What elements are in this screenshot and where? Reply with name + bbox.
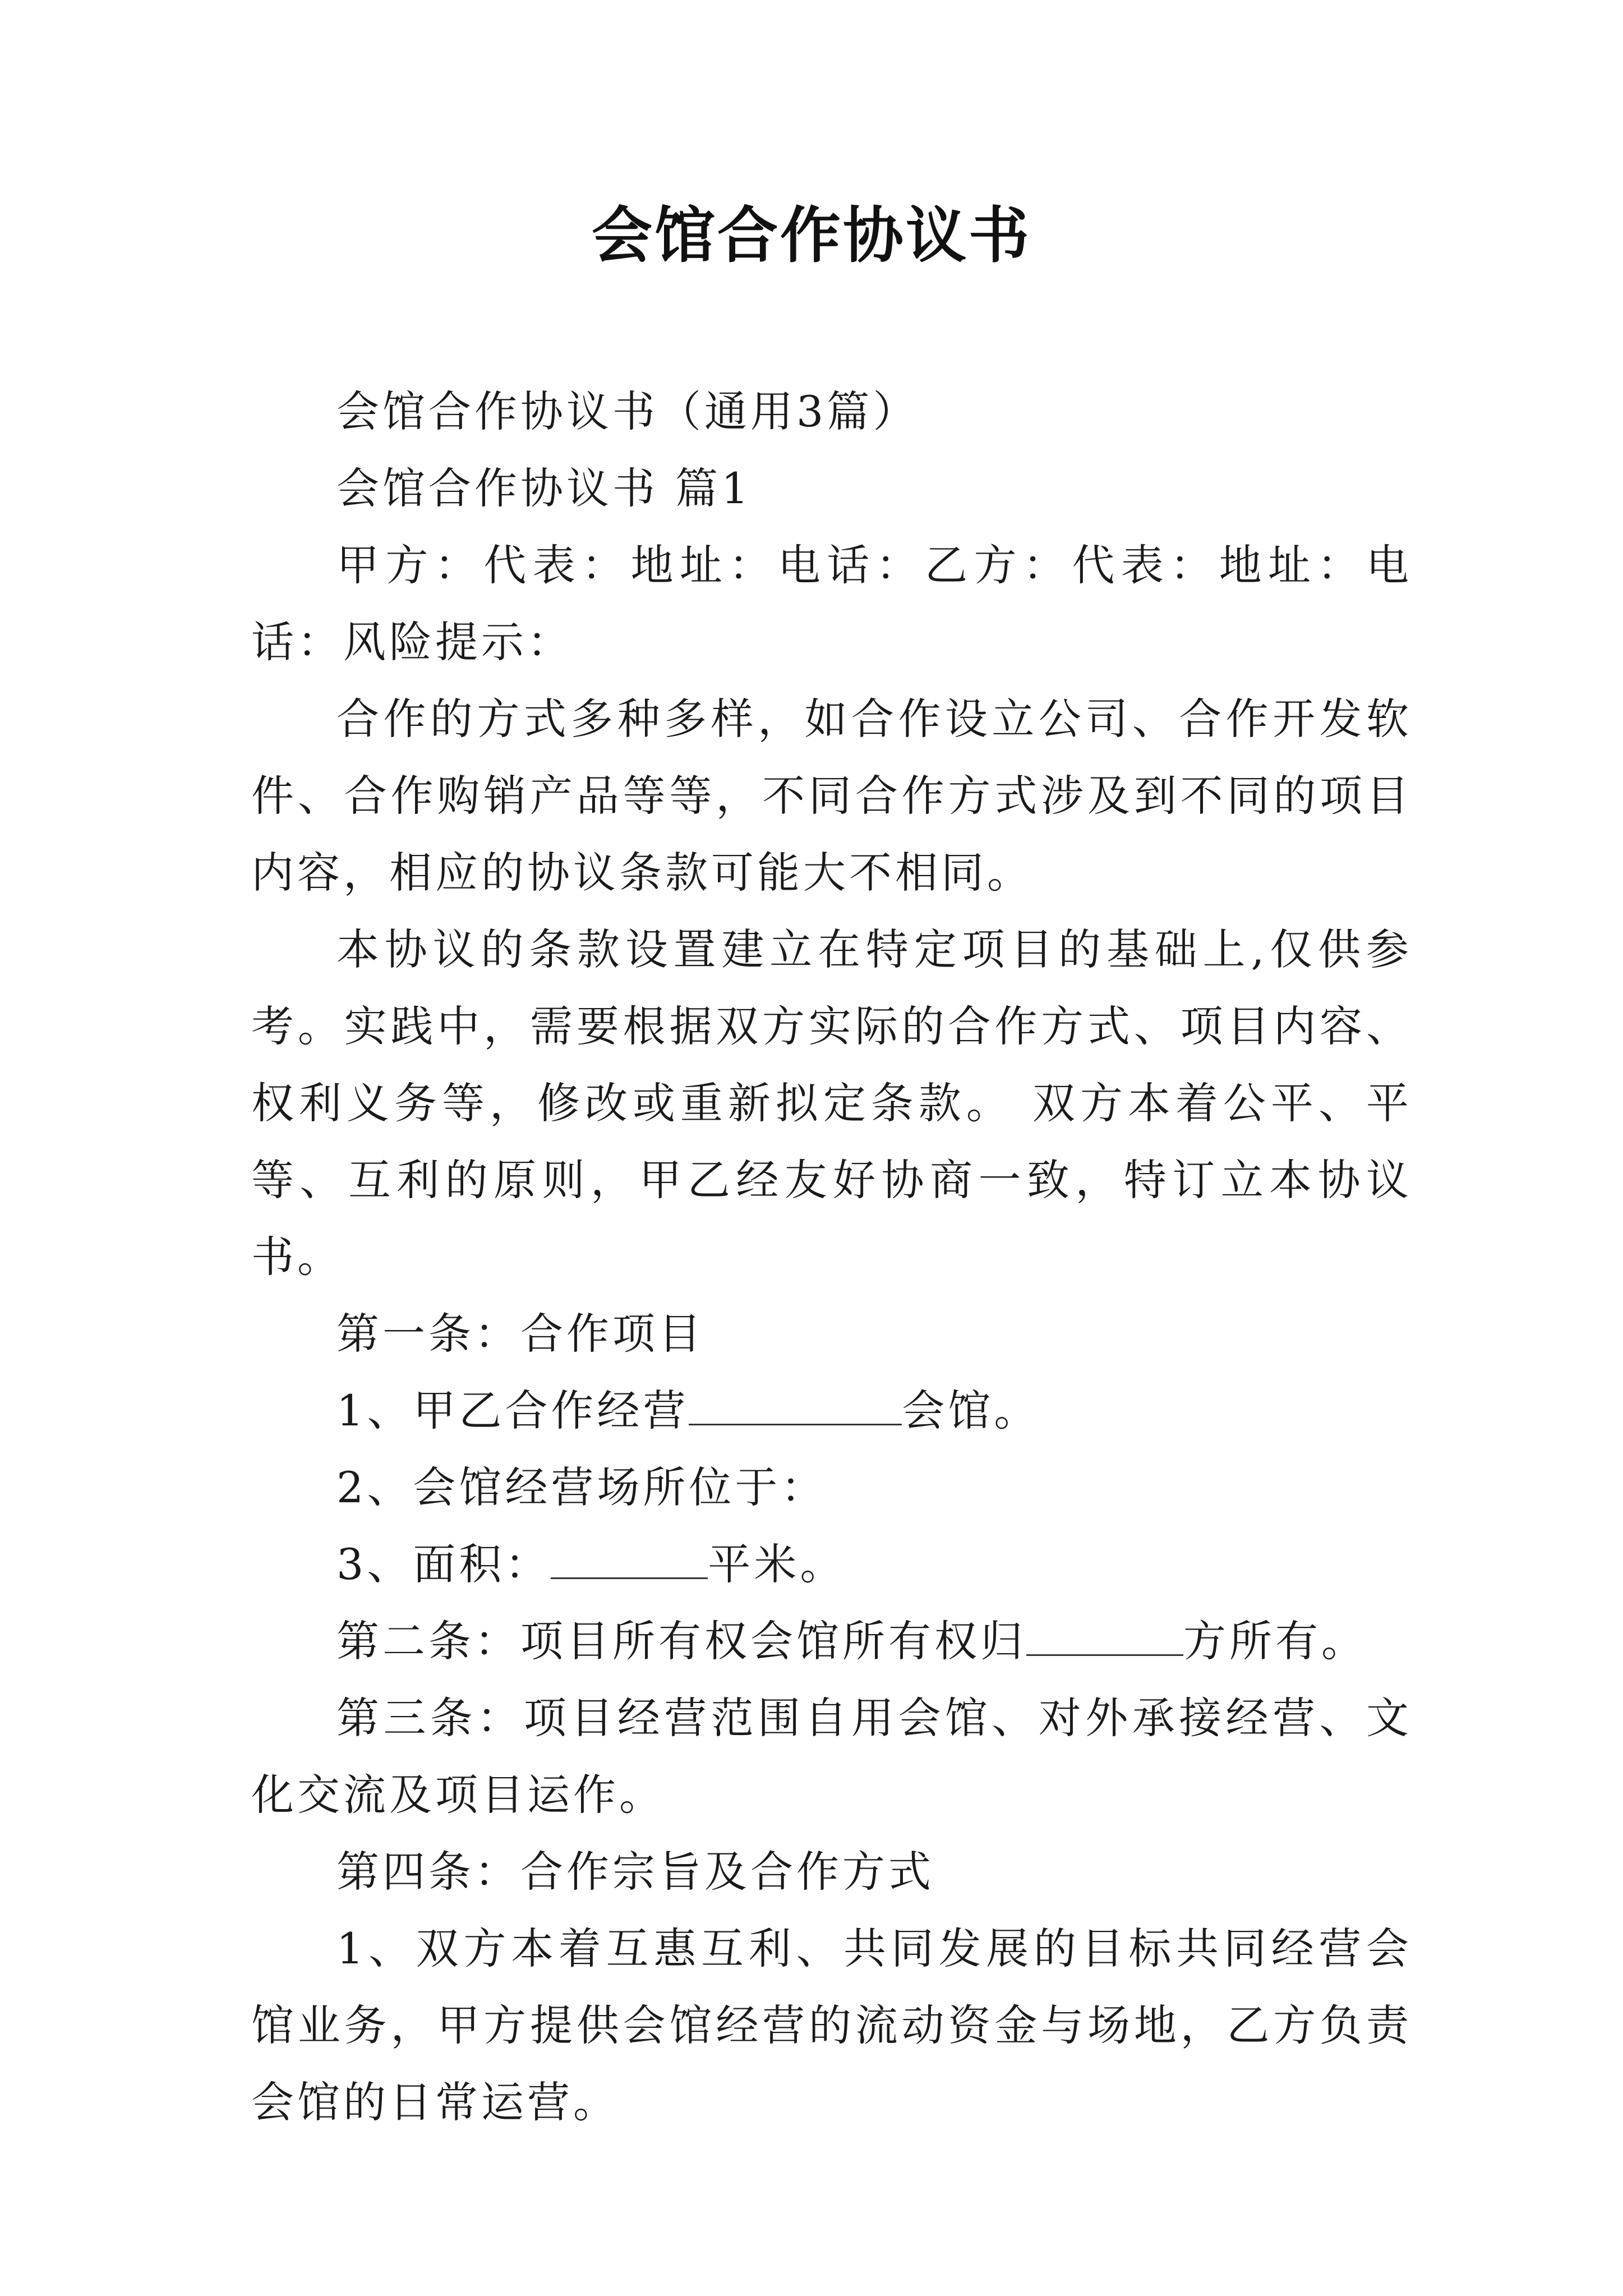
article-3: 第三条：项目经营范围自用会馆、对外承接经营、文化交流及项目运作。 <box>251 1693 1412 1820</box>
article-4-item-1: 1、双方本着互惠互利、共同发展的目标共同经营会馆业务，甲方提供会馆经营的流动资金与场地，乙方负责会馆的日常运营。 <box>251 1924 1412 2127</box>
risk-paragraph-2: 本协议的条款设置建立在特定项目的基础上,仅供参考。实践中，需要根据双方实际的合作方式、项目内容、权利义务等，修改或重新拟定条款。 双方本着公平、平等、互利的原则，甲乙经友好协商一致，特订立本协议书。 <box>251 924 1412 1282</box>
parties-line: 甲方：代表：地址：电话：乙方：代表：地址：电话：风险提示： <box>251 540 1412 667</box>
article-2-prefix: 第二条：项目所有权会馆所有权归 <box>336 1616 1026 1666</box>
item-3-prefix: 3、面积： <box>336 1539 551 1589</box>
risk-paragraph-1: 合作的方式多种多样，如合作设立公司、合作开发软件、合作购销产品等等，不同合作方式涉及到不同的项目内容，相应的协议条款可能大不相同。 <box>251 694 1412 898</box>
blank-line <box>689 1384 902 1425</box>
article-1-heading: 第一条：合作项目 <box>336 1309 704 1359</box>
article-1-item-3 <box>251 1526 1412 1603</box>
document-title: 会馆合作协议书 <box>591 200 1031 271</box>
article-1-item-2: 2、会馆经营场所位于： <box>336 1462 827 1512</box>
item-1-suffix: 会馆。 <box>902 1386 1040 1435</box>
article-2-suffix: 方所有。 <box>1183 1616 1367 1666</box>
item-3-suffix: 平米。 <box>708 1539 846 1589</box>
article-2 <box>251 1603 1412 1680</box>
blank-line <box>551 1538 708 1579</box>
section-heading: 会馆合作协议书 篇1 <box>336 463 752 513</box>
subtitle-line: 会馆合作协议书（通用3篇） <box>336 386 919 436</box>
blank-line <box>1026 1615 1183 1656</box>
item-1-prefix: 1、甲乙合作经营 <box>336 1386 689 1435</box>
article-4-heading: 第四条：合作宗旨及合作方式 <box>336 1847 934 1897</box>
document-body <box>251 373 1412 2141</box>
article-1-item-1 <box>251 1372 1412 1449</box>
